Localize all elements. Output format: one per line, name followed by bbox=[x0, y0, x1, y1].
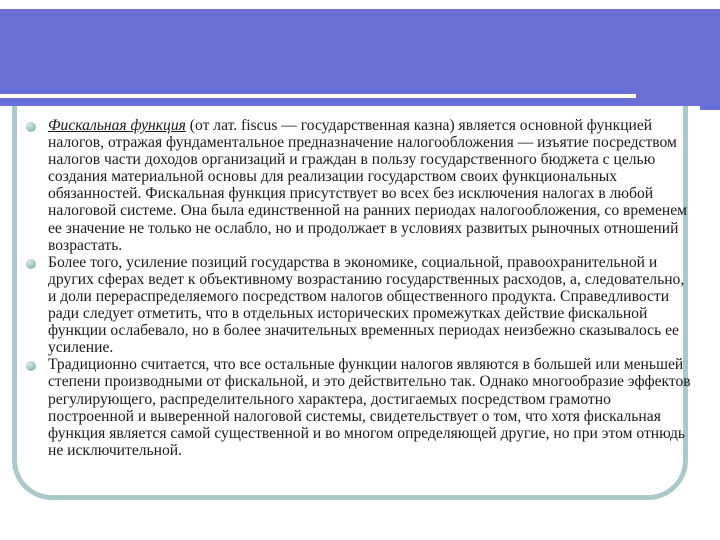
term-fiscal-function: Фискальная функция bbox=[48, 117, 186, 134]
header-corner-tab bbox=[700, 98, 720, 110]
bullet-text: (от лат. fiscus — государственная казна) является основной функцией налогов, отражая фундаментальное предназначение налогообложения — изъятие посредством налогов части доходов организаций и граждан в пользу государственного бюджета с целью создания материальной основы для реализации государством своих функциональных обязанностей. Фискальная функция присутствует во всех без исключения налогах в любой налоговой системе. Она была единственной на ранних периодах налогообложения, со временем ее значение не только не ослабло, но и продолжает в условиях развитых рыночных отношений возрастать. bbox=[48, 117, 688, 254]
bullet-icon bbox=[26, 361, 36, 371]
bullet-text: Более того, усиление позиций государства в экономике, социальной, правоохранительной и других сферах ведет к объективному возрастанию государственных расходов, а, следовательно, и доли перераспределяемого посредством налогов общественного продукта. Справедливости ради следует отметить, что в отдельных исторических промежутках действие фискальной функции ослабевало, но в более значительных временных периодах неизбежно сказывалось ее усиление. bbox=[48, 253, 685, 357]
bullet-item-state-role bbox=[26, 254, 694, 357]
bullet-text: Традиционно считается, что все остальные функции налогов являются в большей или меньшей степени производными от фискальной, и это действительно так. Однако многообразие эффектов регулирующего, распределительного характера, достигаемых посредством грамотно построенной и выверенной налоговой системы, свидетельствует о том, что хотя фискальная функция является самой существенной и во многом определяющей другие, но при этом отнюдь не исключительной. bbox=[48, 356, 691, 459]
bullet-item-other-functions bbox=[26, 356, 694, 459]
header-band bbox=[0, 9, 720, 106]
slide-content bbox=[26, 117, 694, 459]
bullet-icon bbox=[26, 122, 36, 132]
bullet-item-fiscal bbox=[26, 117, 694, 254]
bullet-icon bbox=[26, 259, 36, 269]
header-rule bbox=[0, 94, 636, 98]
